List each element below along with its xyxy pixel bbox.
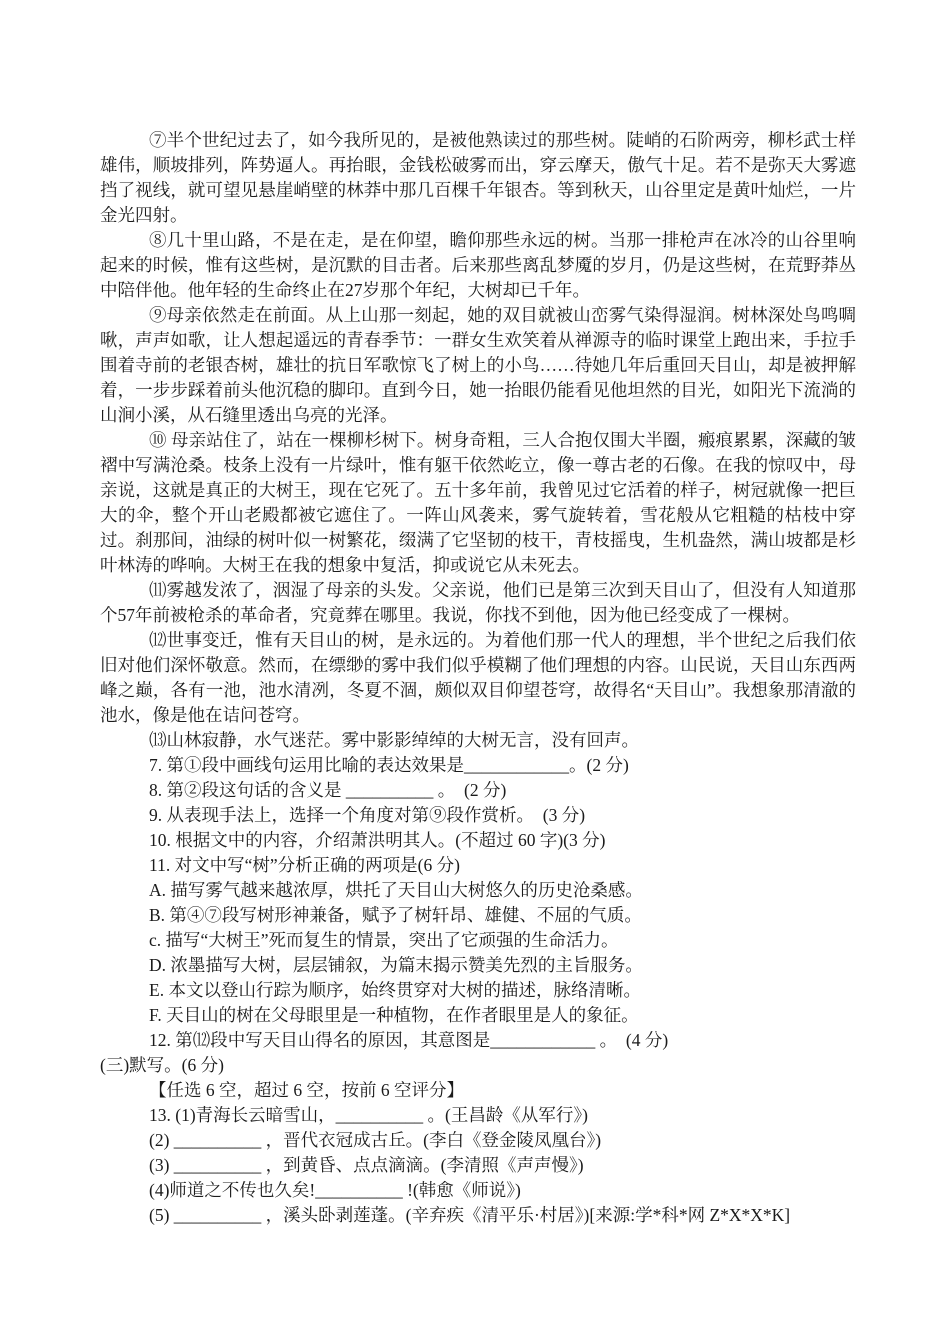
question-block: [100, 753, 856, 1053]
question-7: 7. 第①段中画线句运用比喻的表达效果是____________。(2 分): [149, 755, 629, 775]
dictation-item-3: (3) __________ ，到黄昏、点点滴滴。(李清照《声声慢》): [149, 1155, 584, 1175]
dictation-note: 【任选 6 空，超过 6 空，按前 6 空评分】: [149, 1080, 464, 1100]
passage-paragraph-8: ⑧几十里山路，不是在走，是在仰望，瞻仰那些永远的树。当那一排枪声在冰冷的山谷里响起来的时候，惟有这些树，是沉默的目击者。后来那些离乱梦魇的岁月，仍是这些树，在荒野莽丛中陪伴他。他年轻的生命终止在27岁那个年纪，大树却已千年。: [100, 230, 856, 300]
reading-passage: [100, 128, 856, 753]
question-11-option-e: E. 本文以登山行踪为顺序，始终贯穿对大树的描述，脉络清晰。: [149, 980, 641, 1000]
dictation-heading: (三)默写。(6 分): [100, 1055, 224, 1075]
passage-paragraph-12: ⑿世事变迁，惟有天目山的树，是永远的。为着他们那一代人的理想，半个世纪之后我们依旧对他们深怀敬意。然而，在缥缈的雾中我们似乎模糊了他们理想的内容。山民说，天目山东西两峰之巅，各有一池，池水清冽，冬夏不涸，颇似双目仰望苍穹，故得名“天目山”。我想象那清澈的池水，像是他在诘问苍穹。: [100, 630, 856, 725]
passage-paragraph-13: ⒀山林寂静，水气迷茫。雾中影影绰绰的大树无言，没有回声。: [149, 730, 639, 750]
question-11-option-c: c. 描写“大树王”死而复生的情景，突出了它顽强的生命活力。: [149, 930, 619, 950]
passage-paragraph-9: ⑨母亲依然走在前面。从上山那一刻起，她的双目就被山峦雾气染得湿润。树林深处鸟鸣啁啾，声声如歌，让人想起遥远的青春季节：一群女生欢笑着从禅源寺的临时课堂上跑出来，手拉手围着寺前的老银杏树，雄壮的抗日军歌惊飞了树上的小鸟……待她几年后重回天目山，却是被押解着，一步步踩着前头他沉稳的脚印。直到今日，她一抬眼仍能看见他坦然的目光，如阳光下流淌的山涧小溪，从石缝里透出乌亮的光泽。: [100, 305, 856, 425]
dictation-item-4: (4)师道之不传也久矣!__________ !(韩愈《师说》): [149, 1180, 521, 1200]
passage-paragraph-11: ⑾雾越发浓了，洇湿了母亲的头发。父亲说，他们已是第三次到天目山了，但没有人知道那个57年前被枪杀的革命者，究竟葬在哪里。我说，你找不到他，因为他已经变成了一棵树。: [100, 580, 856, 625]
question-12: 12. 第⑿段中写天目山得名的原因，其意图是____________ 。 (4 分): [149, 1030, 669, 1050]
question-10: 10. 根据文中的内容，介绍萧洪明其人。(不超过 60 字)(3 分): [149, 830, 606, 850]
dictation-section: [100, 1053, 856, 1228]
dictation-item-1: 13. (1)青海长云暗雪山，__________ 。(王昌龄《从军行》): [149, 1105, 588, 1125]
passage-paragraph-10: ⑩ 母亲站住了，站在一棵柳杉树下。树身奇粗，三人合抱仅围大半圈，瘢痕累累，深藏的皱褶中写满沧桑。枝条上没有一片绿叶，惟有躯干依然屹立，像一尊古老的石像。在我的惊叹中，母亲说，这就是真正的大树王，现在它死了。五十多年前，我曾见过它活着的样子，树冠就像一把巨大的伞，整个开山老殿都被它遮住了。一阵山风袭来，雾气旋转着，雪花般从它粗糙的枯枝中穿过。刹那间，油绿的树叶似一树繁花，缀满了它坚韧的枝干，青枝摇曳，生机盎然，满山坡都是杉叶林涛的哗响。大树王在我的想象中复活，抑或说它从未死去。: [100, 430, 856, 575]
passage-paragraph-7: ⑦半个世纪过去了，如今我所见的，是被他熟读过的那些树。陡峭的石阶两旁，柳杉武士样雄伟，顺坡排列，阵势逼人。再抬眼，金钱松破雾而出，穿云摩天，傲气十足。若不是弥天大雾遮挡了视线，就可望见悬崖峭壁的林莽中那几百棵千年银杏。等到秋天，山谷里定是黄叶灿烂，一片金光四射。: [100, 130, 856, 225]
question-11-option-d: D. 浓墨描写大树，层层铺叙，为篇末揭示赞美先烈的主旨服务。: [149, 955, 643, 975]
dictation-item-5: (5) __________ ，溪头卧剥莲蓬。(辛弃疾《清平乐·村居》)[来源:学*科*网 Z*X*X*K]: [149, 1205, 791, 1225]
question-11-option-f: F. 天目山的树在父母眼里是一种植物，在作者眼里是人的象征。: [149, 1005, 639, 1025]
question-11-option-a: A. 描写雾气越来越浓厚，烘托了天目山大树悠久的历史沧桑感。: [149, 880, 643, 900]
question-9: 9. 从表现手法上，选择一个角度对第⑨段作赏析。 (3 分): [149, 805, 586, 825]
dictation-item-2: (2) __________ ，晋代衣冠成古丘。(李白《登金陵凤凰台》): [149, 1130, 602, 1150]
question-8: 8. 第②段这句话的含义是 __________ 。 (2 分): [149, 780, 507, 800]
question-11: 11. 对文中写“树”分析正确的两项是(6 分): [149, 855, 460, 875]
question-11-option-b: B. 第④⑦段写树形神兼备，赋予了树轩昂、雄健、不屈的气质。: [149, 905, 642, 925]
